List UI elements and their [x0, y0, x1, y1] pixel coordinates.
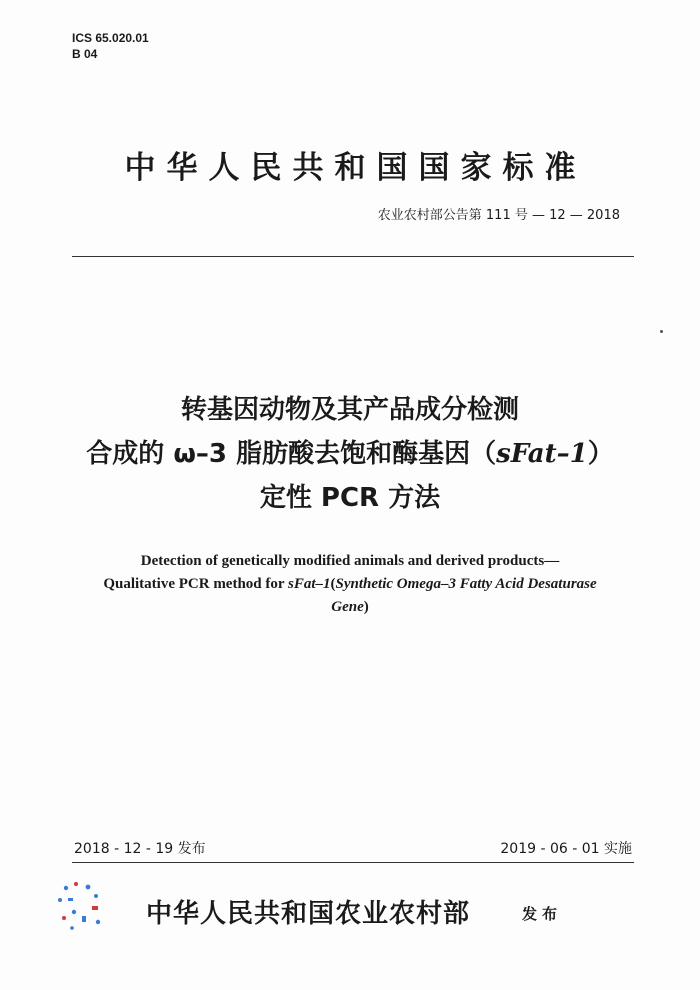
- publish-label: 发布: [522, 905, 563, 923]
- ministry-emblem-icon: [52, 878, 114, 934]
- english-title-line-1: Detection of genetically modified animals and derived products—: [140, 553, 560, 569]
- issue-date: 2018 - 12 - 19 发布: [74, 841, 206, 857]
- issuing-ministry: 中华人民共和国农业农村部: [146, 899, 471, 929]
- english-title-line-2-prefix: Qualitative PCR method for: [103, 576, 289, 592]
- chinese-title: [0, 388, 700, 520]
- chinese-title-line-1: 转基因动物及其产品成分检测: [180, 395, 519, 425]
- chinese-title-gene: sFat–1: [496, 439, 588, 469]
- standard-title: 中华人民共和国国家标准: [124, 150, 587, 186]
- english-title-paren-close: ): [363, 599, 369, 615]
- chinese-title-line-2: [0, 432, 700, 476]
- english-title-paren-open: (: [330, 576, 336, 592]
- scan-speck: [660, 330, 663, 333]
- footer-divider: [72, 862, 634, 863]
- ics-code: ICS 65.020.01: [72, 31, 149, 45]
- chinese-title-line-3: 定性 PCR 方法: [259, 483, 441, 513]
- english-title-gene: sFat–1: [288, 576, 331, 592]
- chinese-title-line-2-prefix: 合成的 ω–3 脂肪酸去饱和酶基因（: [86, 439, 497, 469]
- english-title: [40, 550, 660, 619]
- english-title-full-name: Synthetic Omega–3 Fatty Acid Desaturase: [335, 576, 597, 592]
- header-divider: [72, 256, 634, 257]
- chinese-title-line-2-suffix: ）: [587, 439, 614, 469]
- english-title-gene-word: Gene: [331, 599, 364, 615]
- english-title-line-3: [40, 596, 660, 619]
- english-title-line-2: [40, 573, 660, 596]
- announcement-number: 农业农村部公告第 111 号 — 12 — 2018: [377, 208, 620, 223]
- implementation-date: 2019 - 06 - 01 实施: [500, 841, 632, 857]
- ccs-code: B 04: [72, 47, 98, 61]
- classification-codes: [72, 30, 149, 62]
